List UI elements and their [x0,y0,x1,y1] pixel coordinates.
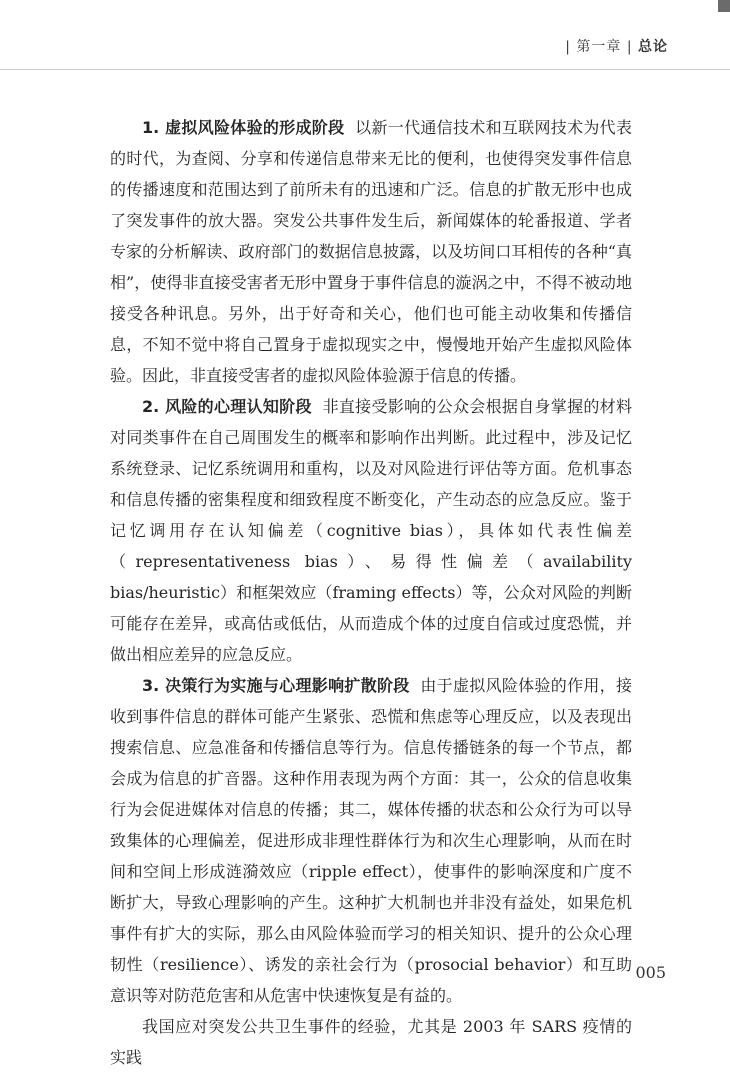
header-divider [0,69,730,70]
paragraph-2-text: 非直接受影响的公众会根据自身掌握的材料对同类事件在自己周围发生的概率和影响作出判断。此过程中，涉及记忆系统登录、记忆系统调用和重构，以及对风险进行评估等方面。危机事态和信息传播的密集程度和细致程度不断变化，产生动态的应急反应。鉴于记忆调用存在认知偏差（cognitive bias），具体如代表性偏差（representativeness bias）、易得性偏差（availability bias/heuristic）和框架效应（framing effects）等，公众对风险的判断可能存在差异，或高估或低估，从而造成个体的过度自信或过度恐慌，并做出相应差异的应急反应。 [110,397,632,664]
paragraph-1-text: 以新一代通信技术和互联网技术为代表的时代，为查阅、分享和传递信息带来无比的便利，也使得突发事件信息的传播速度和范围达到了前所未有的迅速和广泛。信息的扩散无形中也成了突发事件的放大器。突发公共事件发生后，新闻媒体的轮番报道、学者专家的分析解读、政府部门的数据信息披露，以及坊间口耳相传的各种“真相”，使得非直接受害者无形中置身于事件信息的漩涡之中，不得不被动地接受各种讯息。另外，出于好奇和关心，他们也可能主动收集和传播信息，不知不觉中将自己置身于虚拟现实之中，慢慢地开始产生虚拟风险体验。因此，非直接受害者的虚拟风险体验源于信息的传播。 [110,118,632,385]
header-bar-mid: | [626,39,633,55]
running-header [565,36,668,56]
paragraph-1-lead: 1. 虚拟风险体验的形成阶段 [142,118,345,137]
body-text [110,112,632,1073]
header-title: 总论 [638,39,668,55]
paragraph-4 [110,1011,632,1073]
paragraph-2-lead: 2. 风险的心理认知阶段 [142,397,312,416]
paragraph-3 [110,670,632,1011]
page-corner-mark [718,0,730,12]
paragraph-4-text: 我国应对突发公共卫生事件的经验，尤其是 2003 年 SARS 疫情的实践 [110,1017,632,1067]
paragraph-1 [110,112,632,391]
page-number: 005 [635,963,666,982]
paragraph-2 [110,391,632,670]
paragraph-3-lead: 3. 决策行为实施与心理影响扩散阶段 [142,676,410,695]
paragraph-3-text: 由于虚拟风险体验的作用，接收到事件信息的群体可能产生紧张、恐慌和焦虑等心理反应，以及表现出搜索信息、应急准备和传播信息等行为。信息传播链条的每一个节点，都会成为信息的扩音器。这种作用表现为两个方面：其一，公众的信息收集行为会促进媒体对信息的传播；其二，媒体传播的状态和公众行为可以导致集体的心理偏差，促进形成非理性群体行为和次生心理影响，从而在时间和空间上形成涟漪效应（ripple effect），使事件的影响深度和广度不断扩大，导致心理影响的产生。这种扩大机制也并非没有益处，如果危机事件有扩大的实际，那么由风险体验而学习的相关知识、提升的公众心理韧性（resilience）、诱发的亲社会行为（prosocial behavior）和互助意识等对防范危害和从危害中快速恢复是有益的。 [110,676,632,1005]
header-bar-left: | [565,39,571,55]
header-chapter: 第一章 [576,39,622,55]
